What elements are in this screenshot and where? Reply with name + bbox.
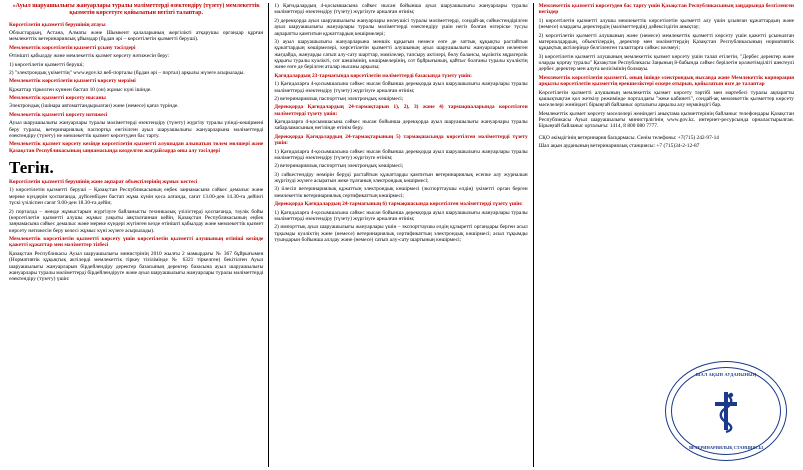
section-heading-schedule: Көрсетілетін қызметті берушінің және ақпарат объектілерінің жұмыс кестесі — [9, 179, 198, 185]
service-result-text: Ауыл шаруашылығы жануарлары туралы мәліметтерді өзектендіру (түзету) жүргізу туралы үзінді-көшірмені беру туралы, ветеринариялық паспортқа енгізілген ауыл шаруашылығы жануарларына мәліметтерді өзектендіру (түзету) не мемлекеттік қызмет көрсетуден бас тарту. — [9, 120, 264, 139]
other-requirements-text-1: Көрсетілетін қызметті алушының мемлекеттік қызмет көрсету тәртібі мен мәртебесі туралы ақпаратты қашықтықтан қол жеткізу режимінде порталдағы "жеке кабинеті", сондай-ақ мемлекеттік қызметтер көрсету мәселелері жөніндегі бірыңғай байланыс орталығы арқылы алу мүмкіндігі бар. — [538, 89, 794, 109]
service-methods-intro: Өтінішті қабылдау және мемлекеттік қызмет көрсету нәтижесін беру: — [9, 53, 170, 60]
section-heading-service-form: Мемлекеттік қызметті көрсету нысаны — [9, 95, 106, 101]
schedule-item-1: 1) көрсетілетін қызметті беруші – Қазақстан Республикасының еңбек заңнамасына сәйкес демалыс және мереке күндерін қоспағанда, дүйсенбіден бастап жұма күнін қоса алғанда, сағат 13.00-ден 14.30-ға дейінгі түскі үзіліспен сағат 9.00-ден 18.30-ға дейін; — [9, 187, 264, 207]
section-heading-clause-24-6: Дерекқорда Қағидалардың 24-тармағының 6) тармақшасында көрсетілген мәліметтерді түзету үшін: — [274, 201, 523, 208]
clause-24-1234-text: Қағидаларға 4-қосымшасына сәйкес нысан бойынша дерекқорда ауыл шаруашылығы жануарлары туралы хабарламасының негізінде өтінім беру. — [274, 119, 528, 132]
veterinary-rod-of-asclepius-icon — [709, 388, 743, 434]
clause-23-item-1: 1) Қағидаларға 4-қосымшасына сәйкес нысан бойынша дерекқорда ауыл шаруашылығы жануарлары туралы мәліметтерді өзектендіру (түзету) жүргізуге арналған өтінім; — [274, 81, 528, 94]
section-heading-provider-name: Көрсетілетін қызметті берушінің атауы — [9, 21, 106, 28]
service-form-text: Электрондық (ішінара автоматтандырылған) және (немесе) қағаз түрінде. — [9, 103, 179, 110]
service-methods-item-2: 2) "электрондық үкіметтің" www.egov.kz веб-порталы (бұдан әрі – портал) арқылы жүзеге асырылады. — [9, 69, 245, 76]
other-requirements-text-2: Мемлекеттік қызмет көрсету мәселелері жөніндегі анықтама қызметтерінің байланыс телефондары Қазақстан Республикасы Ауыл шаруашылығы министрлігінің www.gov.kz. интернет-ресурсында орналастырылған. Бірыңғай байланыс орталығы: 1414, 8 800 080 7777. — [538, 110, 794, 130]
seal-text-bottom: ВЕТЕРИНАРИЯЛЫҚ СТАНЦИЯСЫ — [689, 444, 763, 450]
service-term-text: Құжаттар тіркелген күннен бастап 10 (он) жұмыс күні ішінде. — [9, 86, 152, 93]
clause-24-6-item-1: 1) Қағидаларға 4-қосымшасына сәйкес нысан бойынша дерекқорда ауыл шаруашылығы жануарлары туралы мәліметтерді өзектендіру (түзету) жүргізуге арналған өтінім; — [274, 209, 528, 222]
column-middle — [268, 3, 533, 467]
payment-amount-free: Тегін. — [9, 158, 54, 177]
required-documents-text: Қазақстан Республикасы Ауыл шаруашылығы министрінің 2010 жылғы 2 мамырдағы № 367 бұйрығымен (Нормативтік құқықтық актілерді мемлекеттік тіркеу тізілімінде № 6321 тіркелген) бекітілген Ауыл шаруашылығы жануарларын бірдейлендіру деректер базасының деректер базасына ауыл шаруашылығы жануарлары туралы мәліметтерді бірдейлендіруге және ауыл шаруашылығы жануарлары туралы мәліметтерді өзектендіру (түзету) үшін: — [9, 250, 264, 283]
section-heading-service-methods: Мемлекеттік көрсетілетін қызметті ұсыну тәсілдері — [9, 44, 136, 51]
provider-name-text: Облыстардың, Астана, Алматы және Шымкент қалаларының жергілікті атқарушы органдар құрған мемлекеттік ветеринариялық ұйымдар (бұдан әрі – көрсетілетін қызметті беруші). — [9, 30, 264, 43]
clause-24-5-item-3: 3) сәйкестендіру нөмірін беруді растайтын құжаттарды қамтитын ветеринариялық есепке алу журналын жүргізуді жүзеге асыратын жеке тұлғаның электрондық көшірмесі; — [274, 171, 528, 184]
seal-inner-ring — [671, 367, 781, 455]
clause-23-item-2: 2) ветеринариялық паспорттың электрондық көшірмесі; — [274, 95, 404, 102]
section-heading-clause-24-1234: Дерекқорда Қағидалардың 24-тармақтарын 1), 2), 3) және 4) тармақшаларында көрсетілген мәліметтерді түзету үшін: — [274, 104, 528, 117]
section-heading-refusal-grounds: Мемлекеттік қызметті көрсетуден бас тарту үшін Қазақстан Республикасының заңдарында белгіленген негіздер — [538, 3, 794, 16]
section-heading-service-result: Мемлекеттік қызметті көрсету нәтижесі — [9, 111, 108, 118]
clause-24-5-item-4: 3) іілесіп ветеринариялық құжаттың электрондық көшірмесі (экспорттаушы елдің) үкіметті орган берген мемлекеттік ветеринариялық сертификаттың көшірмесі; — [274, 186, 528, 199]
document-title: «Ауыл шаруашылығы жануарлары туралы мәліметтерді өзектендіру (түзету) мемлекеттік қызметін көрсетуге қойылатын негізгі талаптар. — [12, 3, 260, 17]
section-heading-service-term: Мемлекеттік көрсетілетін қызметті көрсету мерзімі — [9, 78, 136, 85]
official-seal — [665, 361, 787, 461]
section-heading-payment: Мемлекеттік қызмет көрсету кезінде көрсетілетін қызметті алушыдан алынатын төлем мөлшері және Қазақстан Республикасының заңнамасында көзделген жағдайларда оны алу тәсілдері — [9, 141, 264, 154]
clause-24-5-item-1: 1) Қағидаларға 4-қосымшасына сәйкес нысан бойынша дерекқорда ауыл шаруашылығы жануарлары туралы мәліметтерді өзектендіру (түзету) жүргізуге өтінім; — [274, 148, 528, 161]
column-left — [4, 3, 268, 467]
schedule-item-2: 2) порталда – жөнде жұмыстарын жүргізуге байланысты техникалық үзілістерді қоспағанда, тәулік бойы (көрсетілетін қызметті алушы жұмыс уақыты аяқталғаннан кейін, Қазақстан Республикасының еңбек заңнамасына сәйкес демалыс және мереке күндері жүгінген кезде өтінішті қабылдау және мемлекеттік қызмет көрсету нәтижесін беру келесі жұмыс күні жүзеге асырылады). — [9, 208, 264, 234]
mid-item-1: 1) Қағидалардың 4-қосымшасына сәйкес нысан бойынша ауыл шаруашылығы жануарлары туралы мәліметтерді өзектендіру (түзету) жүргізуге арналған өтінім; — [274, 3, 528, 16]
contact-line-2: Шал ақын ауданының ветеринариялық станциясы: +7 (715)34-2-12-87 — [538, 143, 700, 150]
contact-line-1: СҚО әкімдігінің ветеринария басқармасы. Сенім телефоны: +7(715) 242-97-14 — [538, 134, 719, 141]
clause-24-5-item-2: 2) ветеринариялық паспорттың электрондық көшірмесі; — [274, 163, 404, 170]
service-methods-item-1: 1) көрсетілетін қызметті беруші; — [9, 61, 84, 68]
clause-24-6-item-2: 2) импорттық ауыл шаруашылығы жануарлары үшін – экспорттаушы елдің құзыретті органдары берген асыл тұқымды куәліктің және (немесе) ветеринариялық сертификаттың электрондық көшірмесі; асыл тұқымды туындарын бойынша аллдау және (немесе) сатып алу-сату шартының көшірмесі; — [274, 224, 528, 243]
section-heading-required-documents: Мемлекеттік көрсетілетін қызметті көрсету үшін көрсетілетін қызметті алушының өтініші кезінде қажетті құжаттар мен мәліметтер тізбесі — [9, 236, 264, 249]
seal-text-top: ШАЛ АҚЫН АУДАНЫНЫҢ — [695, 372, 757, 377]
section-heading-other-requirements: Мемлекеттік көрсетілетін қызметті, оның ішінде электрондық нысанда және Мемлекеттік корпорация арқылы көрсетілетін қызметтің ерекшеліктері ескере отырып, қойылатын өзге де талаптар — [538, 74, 794, 88]
mid-item-2: 2) дерекқорда ауыл шаруашылығы жануарлары иелеушісі туралы мәліметтерді, сондай-ақ сәйкестендірілген ауыл шаруашылығы жануарлары туралы мәліметтерді өзектендіру үшін негіз болған өзгеріске түсуы ақпаратты қамтитын құжаттардың көшірмелері; — [274, 17, 528, 37]
refusal-item-1: 1) көрсетілетін қызметті алушы мемлекеттік көрсетілетін қызметті алу үшін ұсынған құжаттардың және (немесе) олардағы деректердің (мәліметтердің) дәйексіздігін анықтау; — [538, 17, 794, 31]
refusal-item-3: 3) көрсетілетін қызметті алушының мемлекеттік қызмет көрсету үшін талап етілетін, "Дербес деректер және оларды қорғау туралы" Қазақстан Республикасы Заңының 8-бабында сәйкес берілетін қолжетімділігі шектеулі дербес деректер мен алуға келісімінің болмауы. — [538, 53, 794, 73]
refusal-item-2: 2) көрсетілетін қызметті алушының және (немесе) мемлекеттік қызметті көрсету үшін қажетті ұсынылған материалдардың, объектілердің, деректер мен мәліметтердің Қазақстан Республикасының нормативтік құқықтық актілерінде белгіленген талаптарға сәйкес келмеуі; — [538, 32, 794, 52]
section-heading-clause-23: Қағидалардың 23-тармағында көрсетілетін мәліметтерді базасында түзету үшін: — [274, 72, 472, 79]
column-right — [534, 3, 799, 467]
section-heading-clause-24-5: Дерекқорда Қағидалардың 24-тармақтарының 5) тармақшасында көрсетілген мәліметтерді түзету үшін: — [274, 133, 528, 147]
mid-item-3: 3) ауыл шаруашылығы жануарларына меншік құқығын немесе өзге де заттық құқықты растайтын құжаттардың көшірмелері, көрсетілетін қызметті алушының ауыл шаруашылығы жануарларын иеленген жағдайда, жануарды сатып алу-сату шарттар, мәмілелер, тапсыру актілері, бөлу балансы, мұліктік мұрагерлік құқығы туралы куәлікті, сот шешімінің, көшірмелерінің, сот бұйрығының, қайтыс болғаны туралы куәліктің және өзге де берілген аталар нысаны арқылы; — [274, 38, 528, 71]
